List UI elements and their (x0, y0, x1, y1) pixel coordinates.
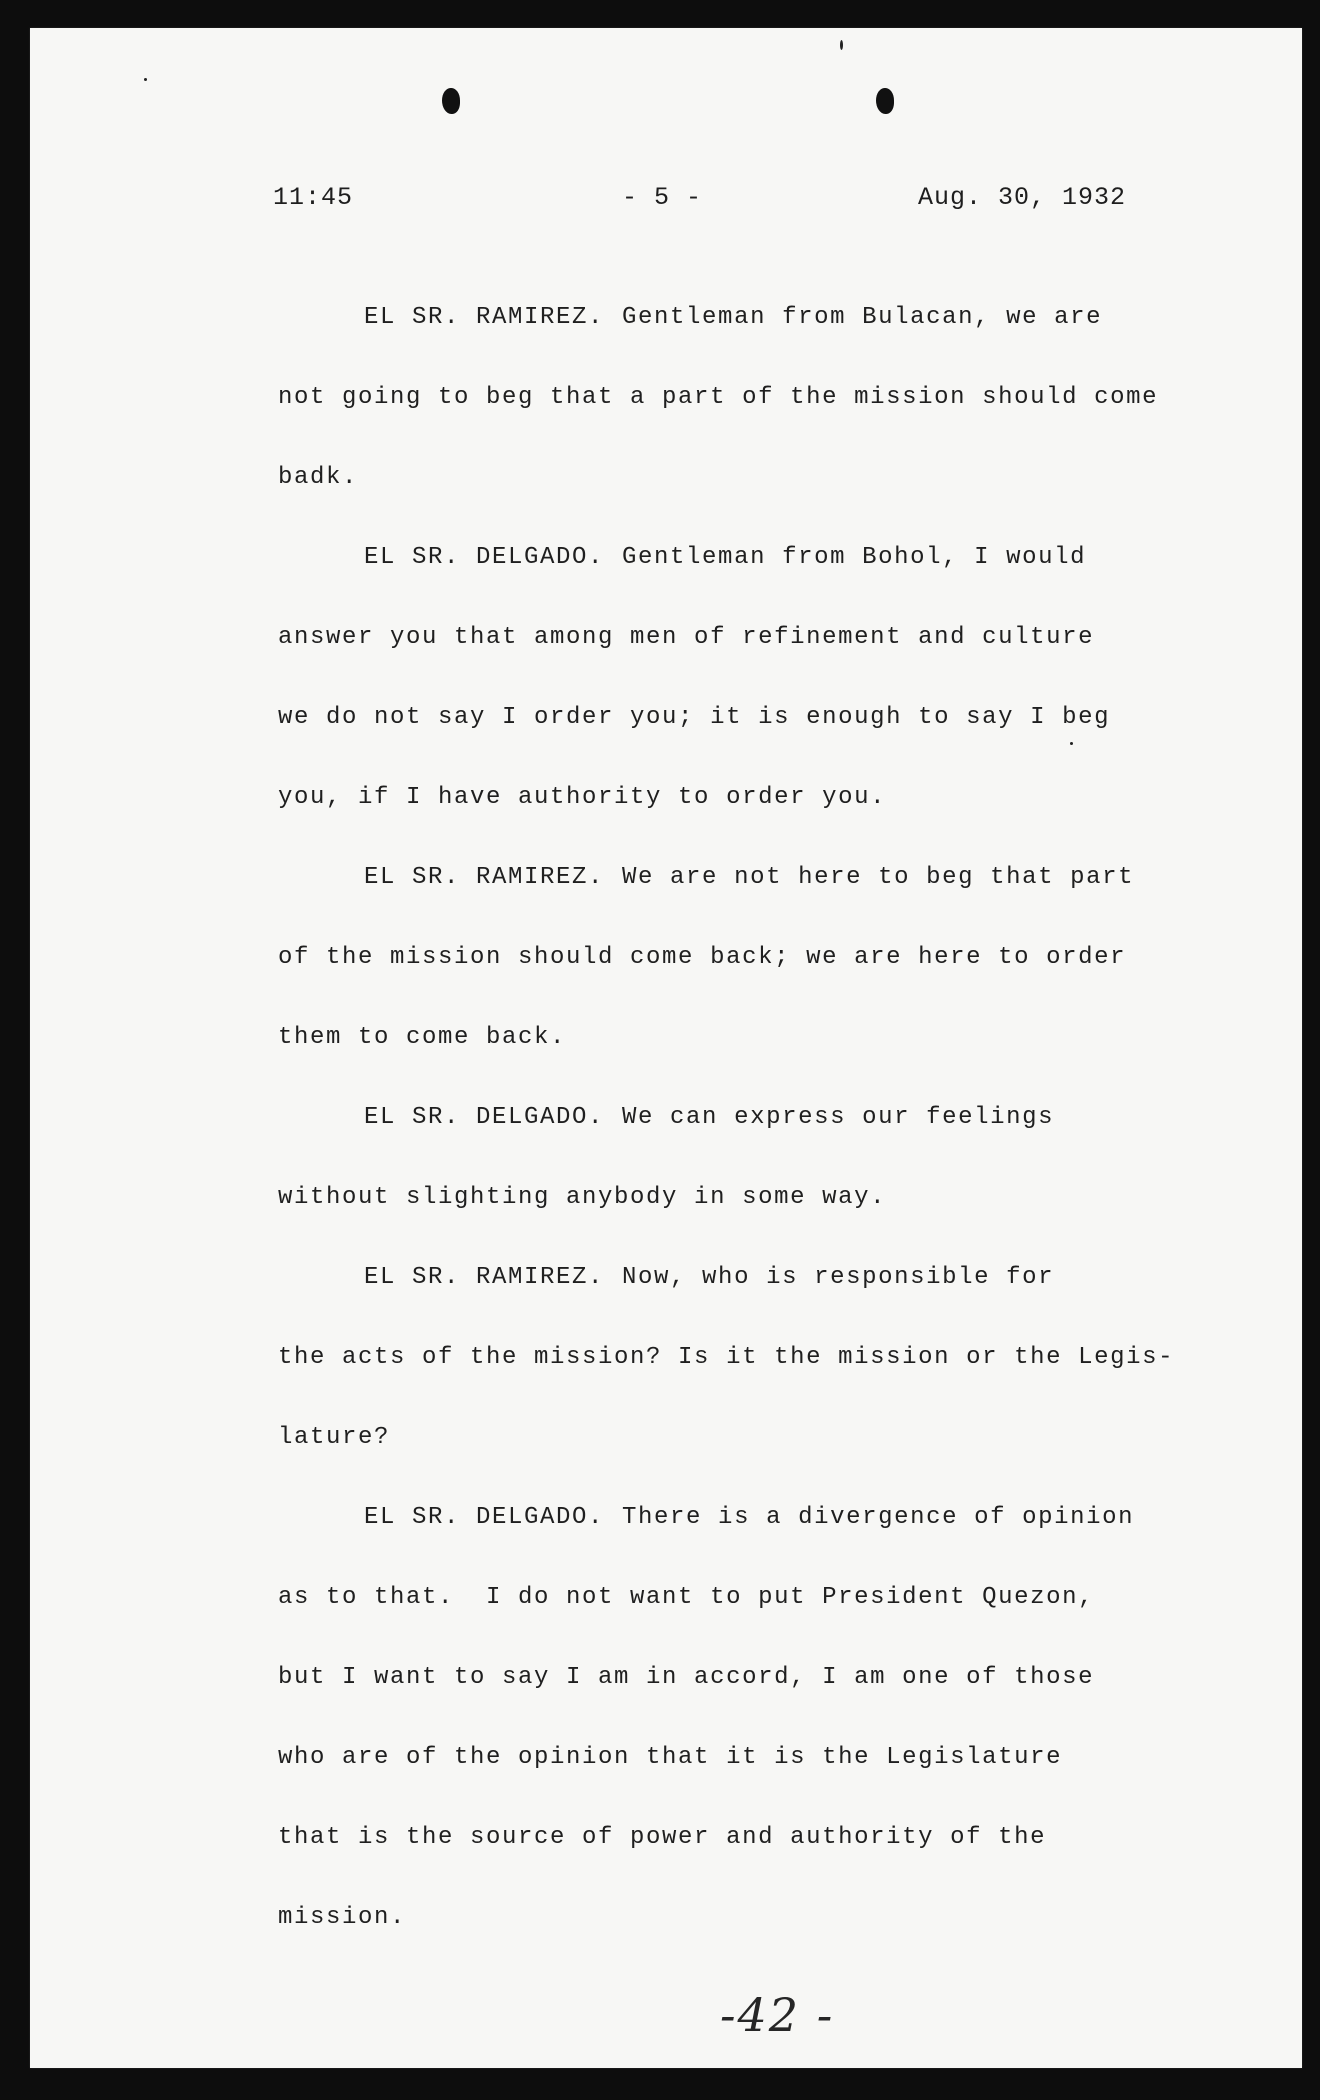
paragraph-line: who are of the opinion that it is the Legislature (278, 1744, 1063, 1771)
speaker-name: EL SR. RAMIREZ. (364, 1264, 605, 1291)
paragraph-text: We can express our feelings (622, 1104, 1055, 1131)
paragraph-line: as to that. I do not want to put President Quezon, (278, 1584, 1095, 1611)
paragraph-line: mission. (278, 1904, 407, 1931)
speaker-name: EL SR. DELGADO. (364, 1504, 605, 1531)
header-page-number: - 5 - (622, 183, 703, 212)
paragraph-first-line (278, 518, 1198, 598)
document-page (30, 28, 1302, 2068)
header-date: Aug. 30, 1932 (918, 183, 1127, 212)
paragraph-first-line (278, 278, 1198, 358)
paragraph-line: we do not say I order you; it is enough to say I beg (278, 704, 1111, 731)
speaker-name: EL SR. DELGADO. (364, 1104, 605, 1131)
ink-speck (840, 40, 843, 50)
speaker-name: EL SR. DELGADO. (364, 544, 605, 571)
paragraph-text: Gentleman from Bohol, I would (622, 544, 1087, 571)
paragraph-line: without slighting anybody in some way. (278, 1184, 887, 1211)
speaker-name: EL SR. RAMIREZ. (364, 304, 605, 331)
handwritten-page-number: -42 - (720, 1988, 835, 2042)
paragraph-first-line (278, 1078, 1198, 1158)
speaker-name: EL SR. RAMIREZ. (364, 864, 605, 891)
paragraph-first-line (278, 838, 1198, 918)
header-time: 11:45 (273, 183, 354, 212)
paragraph-line: lature? (278, 1424, 391, 1451)
paragraph-first-line (278, 1478, 1198, 1558)
paragraph-line: the acts of the mission? Is it the mission or the Legis- (278, 1344, 1175, 1371)
paragraph-line: badk. (278, 464, 359, 491)
punch-hole-mark (876, 88, 894, 114)
paragraph-line: not going to beg that a part of the mission should come (278, 384, 1159, 411)
paragraph-line: of the mission should come back; we are here to order (278, 944, 1127, 971)
paragraph-line: them to come back. (278, 1024, 567, 1051)
paragraph-line: answer you that among men of refinement and culture (278, 624, 1095, 651)
paragraph-text: Now, who is responsible for (622, 1264, 1055, 1291)
paragraph-line: that is the source of power and authority of the (278, 1824, 1047, 1851)
punch-hole-mark (442, 88, 460, 114)
paragraph-line: you, if I have authority to order you. (278, 784, 887, 811)
transcript-body (278, 278, 1198, 1958)
ink-speck (144, 78, 147, 81)
paragraph-text: Gentleman from Bulacan, we are (622, 304, 1103, 331)
paragraph-line: but I want to say I am in accord, I am one of those (278, 1664, 1095, 1691)
paragraph-text: We are not here to beg that part (622, 864, 1135, 891)
paragraph-first-line (278, 1238, 1198, 1318)
paragraph-text: There is a divergence of opinion (622, 1504, 1135, 1531)
